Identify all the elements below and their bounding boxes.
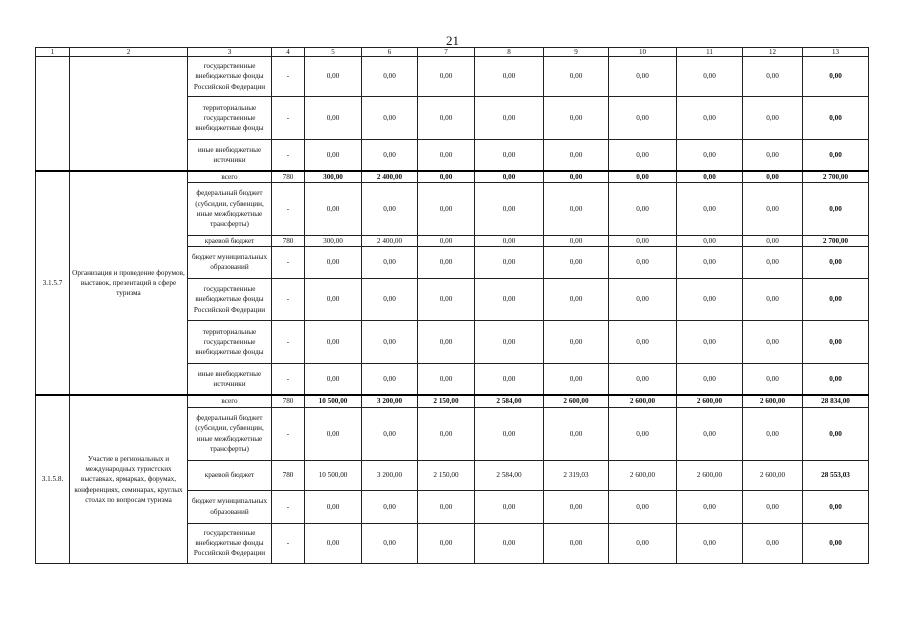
year-amount: 0,00 [305, 97, 362, 140]
year-amount: 0,00 [544, 407, 609, 460]
year-amount: 0,00 [677, 363, 743, 395]
column-number: 2 [70, 48, 188, 57]
year-amount: 0,00 [418, 182, 475, 235]
year-amount: 0,00 [743, 407, 803, 460]
year-amount: 0,00 [305, 320, 362, 363]
year-amount: 300,00 [305, 235, 362, 246]
total-amount: 28 834,00 [803, 395, 869, 407]
year-amount: 0,00 [609, 246, 677, 278]
year-amount: 2 600,00 [609, 395, 677, 407]
year-amount: 0,00 [418, 523, 475, 563]
column-number: 7 [418, 48, 475, 57]
year-amount: 0,00 [677, 182, 743, 235]
year-amount: 0,00 [362, 490, 418, 523]
year-amount: 0,00 [609, 278, 677, 320]
year-amount: 0,00 [743, 363, 803, 395]
year-amount: 0,00 [305, 278, 362, 320]
budget-code: - [272, 182, 305, 235]
total-amount: 2 700,00 [803, 171, 869, 183]
year-amount: 0,00 [544, 320, 609, 363]
funding-source: бюджет муниципальных образований [188, 246, 272, 278]
year-amount: 0,00 [475, 140, 544, 171]
budget-code: - [272, 363, 305, 395]
budget-code: - [272, 407, 305, 460]
budget-code: 780 [272, 171, 305, 183]
column-number: 6 [362, 48, 418, 57]
year-amount: 0,00 [743, 140, 803, 171]
year-amount: 0,00 [418, 57, 475, 97]
column-number: 3 [188, 48, 272, 57]
year-amount: 0,00 [418, 97, 475, 140]
page-number: 21 [446, 33, 459, 48]
year-amount: 10 500,00 [305, 460, 362, 490]
year-amount: 0,00 [677, 523, 743, 563]
year-amount: 3 200,00 [362, 395, 418, 407]
year-amount: 0,00 [475, 407, 544, 460]
budget-code: - [272, 97, 305, 140]
year-amount: 0,00 [677, 171, 743, 183]
year-amount: 0,00 [609, 490, 677, 523]
budget-code: 780 [272, 460, 305, 490]
funding-source: государственные внебюджетные фонды Российской Федерации [188, 523, 272, 563]
year-amount: 0,00 [743, 182, 803, 235]
total-amount: 0,00 [803, 182, 869, 235]
year-amount: 2 319,03 [544, 460, 609, 490]
year-amount: 0,00 [544, 140, 609, 171]
budget-code: 780 [272, 235, 305, 246]
measure-code [36, 57, 70, 171]
year-amount: 0,00 [743, 171, 803, 183]
measure-code: 3.1.5.8. [36, 395, 70, 563]
year-amount: 2 150,00 [418, 460, 475, 490]
total-amount: 0,00 [803, 490, 869, 523]
year-amount: 0,00 [609, 57, 677, 97]
year-amount: 0,00 [544, 278, 609, 320]
year-amount: 0,00 [305, 57, 362, 97]
column-number: 1 [36, 48, 70, 57]
year-amount: 2 600,00 [743, 460, 803, 490]
year-amount: 2 584,00 [475, 395, 544, 407]
year-amount: 0,00 [743, 278, 803, 320]
year-amount: 0,00 [418, 246, 475, 278]
year-amount: 0,00 [544, 490, 609, 523]
funding-source: краевой бюджет [188, 235, 272, 246]
year-amount: 0,00 [677, 490, 743, 523]
funding-source: иные внебюджетные источники [188, 140, 272, 171]
year-amount: 0,00 [544, 57, 609, 97]
funding-source: бюджет муниципальных образований [188, 490, 272, 523]
column-number: 9 [544, 48, 609, 57]
year-amount: 0,00 [743, 246, 803, 278]
funding-source: краевой бюджет [188, 460, 272, 490]
budget-code: - [272, 140, 305, 171]
year-amount: 0,00 [305, 523, 362, 563]
year-amount: 2 600,00 [544, 395, 609, 407]
year-amount: 0,00 [475, 57, 544, 97]
year-amount: 0,00 [609, 320, 677, 363]
year-amount: 0,00 [418, 363, 475, 395]
year-amount: 0,00 [305, 140, 362, 171]
year-amount: 2 600,00 [609, 460, 677, 490]
total-amount: 0,00 [803, 97, 869, 140]
funding-source: территориальные государственные внебюджетные фонды [188, 320, 272, 363]
year-amount: 0,00 [609, 182, 677, 235]
year-amount: 0,00 [677, 140, 743, 171]
total-amount: 0,00 [803, 523, 869, 563]
measure-name: Организация и проведение форумов, выставок, презентаций в сфере туризма [70, 171, 188, 396]
year-amount: 0,00 [475, 523, 544, 563]
total-amount: 0,00 [803, 407, 869, 460]
year-amount: 2 400,00 [362, 171, 418, 183]
total-amount: 0,00 [803, 278, 869, 320]
year-amount: 0,00 [362, 407, 418, 460]
year-amount: 0,00 [418, 140, 475, 171]
budget-code: - [272, 246, 305, 278]
year-amount: 0,00 [743, 97, 803, 140]
year-amount: 0,00 [305, 407, 362, 460]
table-row [36, 57, 869, 97]
year-amount: 0,00 [418, 278, 475, 320]
funding-source: федеральный бюджет (субсидии, субвенции, иные межбюджетные трансферты) [188, 407, 272, 460]
year-amount: 0,00 [743, 320, 803, 363]
year-amount: 0,00 [475, 97, 544, 140]
year-amount: 0,00 [743, 235, 803, 246]
year-amount: 0,00 [362, 246, 418, 278]
total-amount: 0,00 [803, 57, 869, 97]
year-amount: 0,00 [677, 97, 743, 140]
year-amount: 0,00 [362, 57, 418, 97]
year-amount: 0,00 [677, 246, 743, 278]
year-amount: 0,00 [475, 246, 544, 278]
year-amount: 2 600,00 [743, 395, 803, 407]
budget-code: - [272, 523, 305, 563]
budget-code: 780 [272, 395, 305, 407]
column-number: 10 [609, 48, 677, 57]
year-amount: 0,00 [609, 407, 677, 460]
table-body [36, 48, 869, 564]
year-amount: 0,00 [475, 320, 544, 363]
year-amount: 0,00 [305, 246, 362, 278]
year-amount: 2 150,00 [418, 395, 475, 407]
year-amount: 0,00 [609, 171, 677, 183]
year-amount: 10 500,00 [305, 395, 362, 407]
budget-code: - [272, 278, 305, 320]
year-amount: 0,00 [362, 278, 418, 320]
year-amount: 0,00 [418, 320, 475, 363]
column-number: 5 [305, 48, 362, 57]
funding-source: государственные внебюджетные фонды Российской Федерации [188, 57, 272, 97]
year-amount: 0,00 [305, 182, 362, 235]
year-amount: 0,00 [677, 320, 743, 363]
column-number: 12 [743, 48, 803, 57]
year-amount: 0,00 [677, 235, 743, 246]
year-amount: 2 400,00 [362, 235, 418, 246]
year-amount: 0,00 [475, 363, 544, 395]
funding-source: федеральный бюджет (субсидии, субвенции, иные межбюджетные трансферты) [188, 182, 272, 235]
table-row [36, 171, 869, 183]
year-amount: 2 600,00 [677, 395, 743, 407]
year-amount: 0,00 [544, 363, 609, 395]
total-amount: 0,00 [803, 140, 869, 171]
year-amount: 0,00 [677, 407, 743, 460]
year-amount: 0,00 [475, 278, 544, 320]
year-amount: 0,00 [418, 235, 475, 246]
year-amount: 0,00 [544, 97, 609, 140]
year-amount: 0,00 [305, 490, 362, 523]
total-amount: 2 700,00 [803, 235, 869, 246]
year-amount: 0,00 [544, 523, 609, 563]
column-number-row [36, 48, 869, 57]
table-row [36, 395, 869, 407]
column-number: 13 [803, 48, 869, 57]
year-amount: 0,00 [609, 523, 677, 563]
year-amount: 0,00 [609, 363, 677, 395]
year-amount: 0,00 [544, 182, 609, 235]
year-amount: 0,00 [362, 182, 418, 235]
year-amount: 0,00 [475, 235, 544, 246]
measure-name: Участие в региональных и международных туристских выставках, ярмарках, форумах, конференциях, семинарах, круглых столах по вопросам туризма [70, 395, 188, 563]
year-amount: 0,00 [362, 320, 418, 363]
year-amount: 0,00 [544, 235, 609, 246]
year-amount: 0,00 [362, 523, 418, 563]
budget-code: - [272, 490, 305, 523]
year-amount: 0,00 [609, 235, 677, 246]
budget-code: - [272, 320, 305, 363]
total-amount: 28 553,03 [803, 460, 869, 490]
funding-source: иные внебюджетные источники [188, 363, 272, 395]
year-amount: 0,00 [362, 97, 418, 140]
year-amount: 0,00 [544, 246, 609, 278]
funding-source: территориальные государственные внебюджетные фонды [188, 97, 272, 140]
column-number: 8 [475, 48, 544, 57]
year-amount: 2 600,00 [677, 460, 743, 490]
year-amount: 0,00 [475, 182, 544, 235]
measure-code: 3.1.5.7 [36, 171, 70, 396]
budget-code: - [272, 57, 305, 97]
year-amount: 2 584,00 [475, 460, 544, 490]
year-amount: 0,00 [677, 278, 743, 320]
year-amount: 0,00 [418, 171, 475, 183]
measure-name [70, 57, 188, 171]
year-amount: 0,00 [362, 363, 418, 395]
year-amount: 0,00 [305, 363, 362, 395]
year-amount: 0,00 [743, 490, 803, 523]
funding-source: всего [188, 171, 272, 183]
total-amount: 0,00 [803, 246, 869, 278]
year-amount: 0,00 [609, 97, 677, 140]
year-amount: 0,00 [418, 407, 475, 460]
year-amount: 3 200,00 [362, 460, 418, 490]
funding-source: всего [188, 395, 272, 407]
column-number: 11 [677, 48, 743, 57]
column-number: 4 [272, 48, 305, 57]
year-amount: 0,00 [362, 140, 418, 171]
year-amount: 0,00 [475, 171, 544, 183]
funding-source: государственные внебюджетные фонды Российской Федерации [188, 278, 272, 320]
year-amount: 0,00 [743, 523, 803, 563]
year-amount: 0,00 [743, 57, 803, 97]
year-amount: 0,00 [475, 490, 544, 523]
year-amount: 0,00 [544, 171, 609, 183]
year-amount: 300,00 [305, 171, 362, 183]
budget-table [35, 47, 869, 564]
total-amount: 0,00 [803, 320, 869, 363]
year-amount: 0,00 [418, 490, 475, 523]
year-amount: 0,00 [677, 57, 743, 97]
year-amount: 0,00 [609, 140, 677, 171]
total-amount: 0,00 [803, 363, 869, 395]
